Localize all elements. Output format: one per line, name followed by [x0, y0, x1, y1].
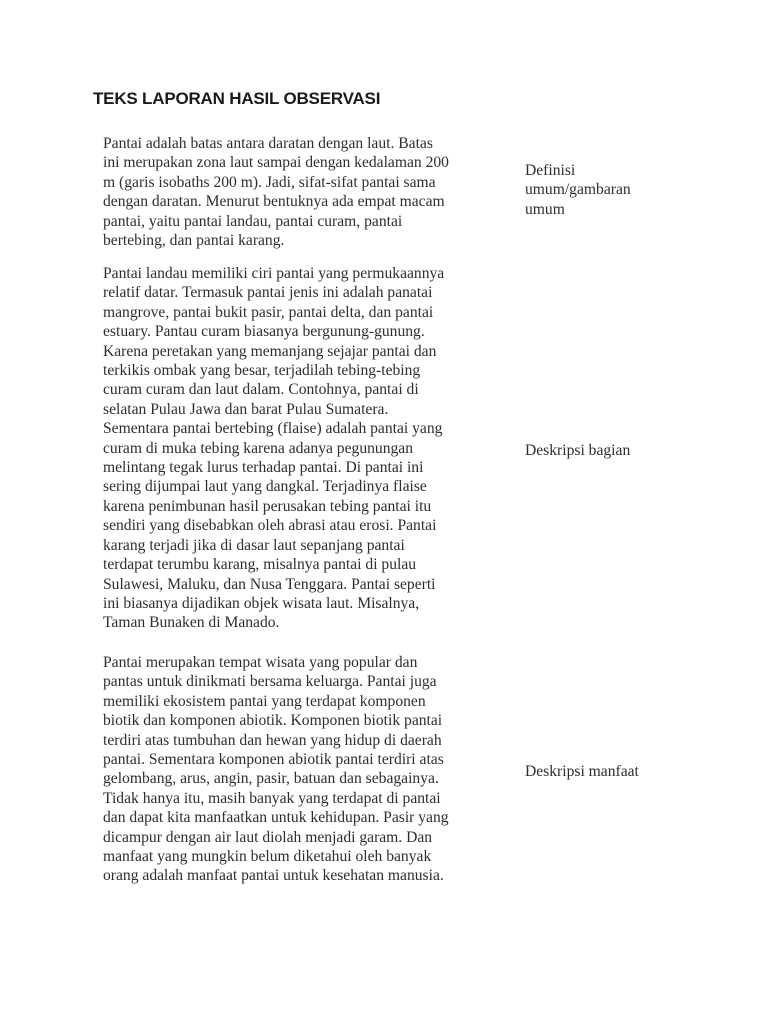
text-line: Karena peretakan yang memanjang sejajar pantai dan: [103, 342, 437, 360]
text-line: bertebing, dan pantai karang.: [103, 232, 285, 250]
text-line: Pantai merupakan tempat wisata yang popular dan: [103, 654, 418, 671]
text-line: biotik dan komponen abiotik. Komponen biotik pantai: [103, 712, 443, 730]
text-line: mangrove, pantai bukit pasir, pantai delta, dan pantai: [103, 303, 434, 321]
paragraph-benefit-description: [103, 653, 507, 886]
text-line: pantai, yaitu pantai landau, pantai curam, pantai: [103, 212, 403, 230]
text-line: sendiri yang disebabkan oleh abrasi atau erosi. Pantai: [103, 517, 437, 535]
text-line: Taman Bunaken di Manado.: [103, 614, 280, 632]
text-line: terkikis ombak yang besar, terjadilah tebing-tebing: [103, 362, 421, 380]
side-label-line: Definisi: [525, 162, 576, 179]
text-line: Pantai landau memiliki ciri pantai yang permukaannya: [103, 265, 445, 282]
text-line: dan dapat kita manfaatkan untuk kehidupan. Pasir yang: [103, 809, 449, 827]
text-line: manfaat yang mungkin belum diketahui oleh banyak: [103, 848, 432, 866]
text-line: selatan Pulau Jawa dan barat Pulau Sumatera.: [103, 400, 389, 418]
text-line: sering dijumpai laut yang dangkal. Terjadinya flaise: [103, 478, 427, 496]
side-label-line: Deskripsi manfaat: [525, 763, 639, 780]
paragraph-part-description: [103, 264, 507, 633]
text-line: melintang tegak lurus terhadap pantai. Di pantai ini: [103, 459, 424, 477]
side-label-line: umum/gambaran: [525, 181, 631, 199]
text-line: Tidak hanya itu, masih banyak yang terdapat di pantai: [103, 789, 441, 807]
side-label-part-description: [525, 441, 675, 460]
text-line: Sulawesi, Maluku, dan Nusa Tenggara. Pantai seperti: [103, 575, 436, 593]
text-line: curam curam dan laut dalam. Contohnya, pantai di: [103, 381, 419, 399]
text-line: ini merupakan zona laut sampai dengan kedalaman 200: [103, 154, 449, 172]
text-line: orang adalah manfaat pantai untuk kesehatan manusia.: [103, 867, 444, 885]
paragraph-general-definition: [103, 134, 507, 250]
text-line: pantai. Sementara komponen abiotik pantai terdiri atas: [103, 751, 444, 769]
text-line: karang terjadi jika di dasar laut sepanjang pantai: [103, 536, 405, 554]
document-title: TEKS LAPORAN HASIL OBSERVASI: [93, 89, 381, 108]
text-line: terdapat terumbu karang, misalnya pantai di pulau: [103, 556, 417, 574]
side-label-benefit-description: [525, 762, 675, 781]
text-line: estuary. Pantau curam biasanya bergunung-gunung.: [103, 323, 425, 341]
text-line: karena penimbunan hasil perusakan tebing pantai itu: [103, 497, 432, 515]
text-line: Pantai adalah batas antara daratan dengan laut. Batas: [103, 135, 433, 152]
text-line: relatif datar. Termasuk pantai jenis ini adalah panatai: [103, 284, 433, 302]
text-line: dengan daratan. Menurut bentuknya ada empat macam: [103, 193, 445, 211]
text-line: ini biasanya dijadikan objek wisata laut. Misalnya,: [103, 594, 420, 612]
side-label-line: Deskripsi bagian: [525, 442, 631, 459]
text-line: pantas untuk dinikmati bersama keluarga. Pantai juga: [103, 673, 437, 691]
text-line: dicampur dengan air laut diolah menjadi garam. Dan: [103, 828, 433, 846]
side-label-general-definition: [525, 161, 675, 219]
side-label-line: umum: [525, 200, 565, 218]
text-line: curam di muka tebing karena adanya pegunungan: [103, 439, 414, 457]
text-line: gelombang, arus, angin, pasir, batuan dan sebagainya.: [103, 770, 439, 788]
text-line: Sementara pantai bertebing (flaise) adalah pantai yang: [103, 420, 443, 438]
text-line: m (garis isobaths 200 m). Jadi, sifat-sifat pantai sama: [103, 173, 436, 191]
text-line: memiliki ekosistem pantai yang terdapat komponen: [103, 692, 426, 710]
text-line: terdiri atas tumbuhan dan hewan yang hidup di daerah: [103, 731, 442, 749]
